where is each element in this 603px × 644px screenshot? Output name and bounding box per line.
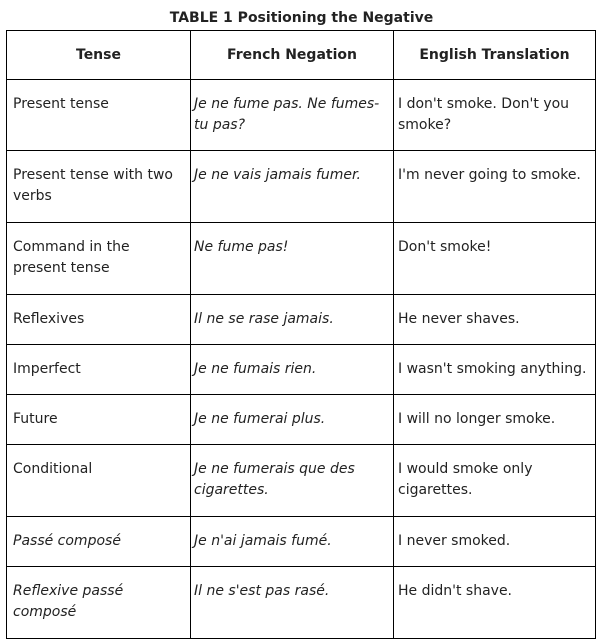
cell-tense: Reflexive passé composé bbox=[7, 567, 191, 639]
cell-tense: Conditional bbox=[7, 445, 191, 517]
header-tense: Tense bbox=[7, 31, 191, 80]
cell-tense: Passé composé bbox=[7, 517, 191, 567]
table-row bbox=[7, 295, 596, 345]
table-row bbox=[7, 445, 596, 517]
cell-french: Je ne fumais rien. bbox=[191, 345, 394, 395]
cell-english: I don't smoke. Don't you smoke? bbox=[394, 80, 596, 151]
table-row bbox=[7, 223, 596, 295]
cell-french: Je ne vais jamais fumer. bbox=[191, 151, 394, 223]
cell-tense: Future bbox=[7, 395, 191, 445]
table-header-row bbox=[7, 31, 596, 80]
cell-french: Je ne fumerai plus. bbox=[191, 395, 394, 445]
cell-tense: Command in the present tense bbox=[7, 223, 191, 295]
cell-english: I will no longer smoke. bbox=[394, 395, 596, 445]
cell-tense: Present tense bbox=[7, 80, 191, 151]
table-row bbox=[7, 567, 596, 639]
cell-english: I never smoked. bbox=[394, 517, 596, 567]
cell-french: Il ne se rase jamais. bbox=[191, 295, 394, 345]
table-row bbox=[7, 517, 596, 567]
header-french-negation: French Negation bbox=[191, 31, 394, 80]
cell-tense: Imperfect bbox=[7, 345, 191, 395]
cell-english: I wasn't smoking anything. bbox=[394, 345, 596, 395]
table-row bbox=[7, 80, 596, 151]
header-english-translation: English Translation bbox=[394, 31, 596, 80]
cell-english: Don't smoke! bbox=[394, 223, 596, 295]
table-row bbox=[7, 345, 596, 395]
cell-tense: Reflexives bbox=[7, 295, 191, 345]
cell-english: He never shaves. bbox=[394, 295, 596, 345]
cell-french: Il ne s'est pas rasé. bbox=[191, 567, 394, 639]
cell-french: Je n'ai jamais fumé. bbox=[191, 517, 394, 567]
cell-tense: Present tense with two verbs bbox=[7, 151, 191, 223]
table-row bbox=[7, 151, 596, 223]
cell-french: Je ne fume pas. Ne fumes-tu pas? bbox=[191, 80, 394, 151]
cell-english: I'm never going to smoke. bbox=[394, 151, 596, 223]
negation-table bbox=[6, 30, 596, 639]
cell-french: Je ne fumerais que des cigarettes. bbox=[191, 445, 394, 517]
table-row bbox=[7, 395, 596, 445]
cell-french: Ne fume pas! bbox=[191, 223, 394, 295]
cell-english: He didn't shave. bbox=[394, 567, 596, 639]
cell-english: I would smoke only cigarettes. bbox=[394, 445, 596, 517]
table-caption: TABLE 1 Positioning the Negative bbox=[169, 10, 434, 26]
